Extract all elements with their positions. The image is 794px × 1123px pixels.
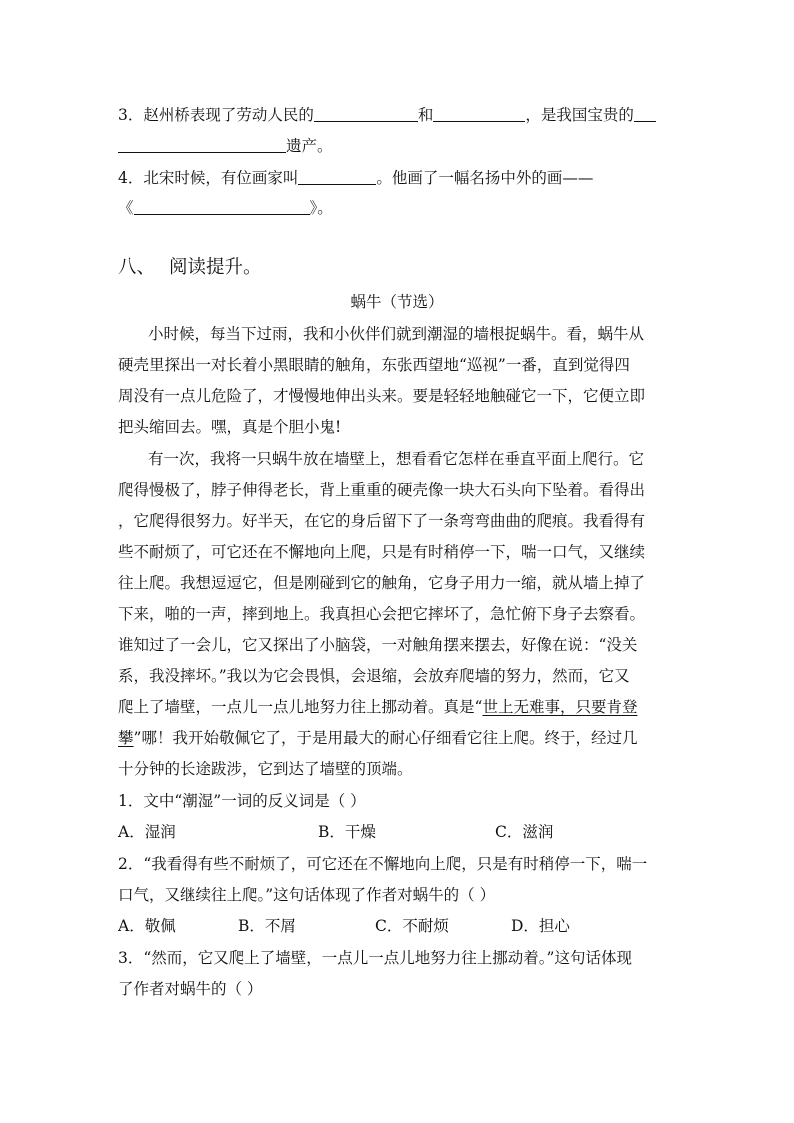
answer-blank[interactable] [634,106,656,123]
question-2-stem-line-2: 口气，又继续往上爬。”这句话体现了作者对蜗牛的（ ） [118,886,496,904]
question-3-stem-line-1: 3．“然而，它又爬上了墙壁，一点儿一点儿地努力往上挪动着。”这句话体现 [118,949,632,967]
fill-question-3-text-3: ，是我国宝贵的 [525,106,634,124]
passage-line: 系，我没摔坏。”我以为它会畏惧，会退缩，会放弃爬墙的努力，然而，它又 [118,667,630,685]
fill-question-3-text-2: 和 [417,106,434,124]
underlined-quote-end: 攀 [118,729,134,747]
answer-blank[interactable] [298,169,376,186]
question-1-option-a[interactable]: A．湿润 [118,823,176,841]
question-2-option-c[interactable]: C．不耐烦 [375,917,449,935]
passage-line: 爬得慢极了，脖子伸得老长，背上重重的硬壳像一块大石头向下坠着。看得出 [118,481,646,499]
passage-line: 有一次，我将一只蜗牛放在墙壁上，想看看它怎样在垂直平面上爬行。它 [148,450,645,468]
fill-question-3-line-2 [118,134,333,156]
passage-line: 把头缩回去。嘿，真是个胆小鬼! [118,418,342,436]
question-2-option-a[interactable]: A．敬佩 [118,917,176,935]
passage-line: 周没有一点儿危险了，才慢慢地伸出头来。要是轻轻地触碰它一下，它便立即 [118,387,646,405]
fill-question-4-text-2: 。他画了一幅名扬中外的画—— [376,169,594,187]
passage-line: 十分钟的长途跋涉，它到达了墙壁的顶端。 [118,760,413,778]
answer-blank[interactable] [118,137,286,154]
passage-line: ，它爬得很努力。好半天，在它的身后留下了一条弯弯曲曲的爬痕。我看得有 [118,512,646,530]
fill-question-4-line-1 [118,166,593,188]
passage-line: 下来，啪的一声，摔到地上。我真担心会把它摔坏了，急忙俯下身子去察看。 [118,605,646,623]
fill-question-4-line-2 [118,196,333,218]
answer-blank[interactable] [134,199,310,216]
passage-line: 硬壳里探出一对长着小黑眼睛的触角，东张西望地“巡视”一番，直到觉得四 [118,356,630,374]
passage-line: 些不耐烦了，可它还在不懈地向上爬，只是有时稍停一下，喘一口气，又继续 [118,543,646,561]
passage-title: 蜗牛（节选） [350,293,444,311]
book-title-open: 《 [118,199,134,217]
passage-text: ”哪！我开始敬佩它了，于是用最大的耐心仔细看它往上爬。终于，经过几 [133,729,638,747]
question-1-stem: 1．文中“潮湿”一词的反义词是（ ） [118,792,366,810]
passage-line: 谁知过了一会儿，它又探出了小脑袋，一对触角摆来摆去，好像在说：“没关 [118,636,638,654]
fill-question-4-text-1: 4．北宋时候，有位画家叫 [118,169,299,187]
fill-question-3-text-1: 3．赵州桥表现了劳动人民的 [118,106,314,124]
book-title-close: 》。 [309,199,333,217]
question-2-option-b[interactable]: B．不屑 [238,917,296,935]
underlined-quote: 世上无难事，只要肯登 [482,698,638,716]
question-1-option-b[interactable]: B．干燥 [318,823,376,841]
section-heading [118,253,262,279]
passage-line: 往上爬。我想逗逗它，但是刚碰到它的触角，它身子用力一缩，就从墙上掉了 [118,574,646,592]
fill-question-3-line-1 [118,103,656,125]
passage-text: 爬上了墙壁，一点儿一点儿地努力往上挪动着。真是“ [118,698,483,716]
section-title: 阅读提升。 [169,257,262,278]
answer-blank[interactable] [433,106,525,123]
question-1-option-c[interactable]: C．滋润 [495,823,554,841]
answer-blank[interactable] [314,106,418,123]
fill-question-3-text-4: 遗产。 [286,137,333,155]
passage-line [118,726,637,748]
question-2-stem-line-1: 2．“我看得有些不耐烦了，可它还在不懈地向上爬，只是有时稍停一下，喘一 [118,855,648,873]
passage-line [118,695,637,717]
question-2-option-d[interactable]: D．担心 [511,917,570,935]
question-3-stem-line-2: 了作者对蜗牛的（ ） [118,980,263,998]
section-number: 八、 [118,257,156,278]
passage-line: 小时候，每当下过雨，我和小伙伴们就到潮湿的墙根捉蜗牛。看，蜗牛从 [148,325,645,343]
